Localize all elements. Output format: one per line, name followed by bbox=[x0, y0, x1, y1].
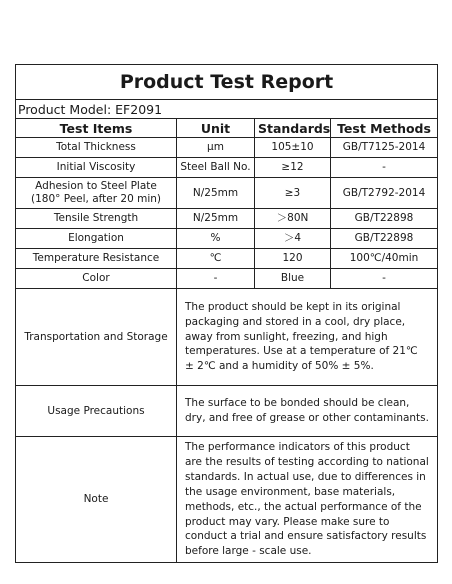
note-label-transport-storage: Transportation and Storage bbox=[16, 289, 177, 386]
note-text-note: The performance indicators of this product are the results of testing according to national standards. In actual use, due to differences in the usage environment, base materials, methods, etc., the actual performance of the product may vary. Please make sure to conduct a trial and ensure satisfactory results before large - scale use. bbox=[177, 437, 438, 563]
note-text-transport-storage: The product should be kept in its original packaging and stored in a cool, dry place, away from sunlight, freezing, and high temperatures. Use at a temperature of 21℃ ± 2℃ and a humidity of 50% ± 5%. bbox=[177, 289, 438, 386]
test-standard: Blue bbox=[255, 269, 331, 289]
note-text-usage-precautions: The surface to be bonded should be clean, dry, and free of grease or other contaminants. bbox=[177, 386, 438, 437]
test-item: Temperature Resistance bbox=[16, 249, 177, 269]
test-standard: ≥3 bbox=[255, 178, 331, 209]
test-method: GB/T7125-2014 bbox=[331, 138, 438, 158]
test-unit: ℃ bbox=[177, 249, 255, 269]
test-method: GB/T22898 bbox=[331, 229, 438, 249]
test-standard: 105±10 bbox=[255, 138, 331, 158]
header-test-items: Test Items bbox=[16, 119, 177, 138]
test-method: - bbox=[331, 269, 438, 289]
note-label-usage-precautions: Usage Precautions bbox=[16, 386, 177, 437]
test-item bbox=[16, 178, 177, 209]
table-row bbox=[16, 249, 438, 269]
test-item: Color bbox=[16, 269, 177, 289]
test-method: 100℃/40min bbox=[331, 249, 438, 269]
table-row bbox=[16, 178, 438, 209]
note-label-note: Note bbox=[16, 437, 177, 563]
test-item: Tensile Strength bbox=[16, 209, 177, 229]
note-row bbox=[16, 289, 438, 386]
test-standard: ＞4 bbox=[255, 229, 331, 249]
test-unit: μm bbox=[177, 138, 255, 158]
test-item: Total Thickness bbox=[16, 138, 177, 158]
table-row bbox=[16, 229, 438, 249]
table-row bbox=[16, 269, 438, 289]
table-row bbox=[16, 158, 438, 178]
header-unit: Unit bbox=[177, 119, 255, 138]
product-model: Product Model: EF2091 bbox=[16, 100, 438, 119]
header-test-methods: Test Methods bbox=[331, 119, 438, 138]
test-unit: Steel Ball No. bbox=[177, 158, 255, 178]
test-item-line: Adhesion to Steel Plate bbox=[35, 180, 157, 193]
header-standards: Standards bbox=[255, 119, 331, 138]
test-method: GB/T2792-2014 bbox=[331, 178, 438, 209]
test-standard: ＞80N bbox=[255, 209, 331, 229]
test-standard: 120 bbox=[255, 249, 331, 269]
test-item: Elongation bbox=[16, 229, 177, 249]
test-unit: N/25mm bbox=[177, 178, 255, 209]
table-row bbox=[16, 209, 438, 229]
test-item-line: (180° Peel, after 20 min) bbox=[31, 193, 161, 205]
test-report-table bbox=[15, 64, 438, 563]
note-row bbox=[16, 386, 438, 437]
test-item: Initial Viscosity bbox=[16, 158, 177, 178]
test-method: GB/T22898 bbox=[331, 209, 438, 229]
table-row bbox=[16, 138, 438, 158]
test-standard: ≥12 bbox=[255, 158, 331, 178]
report-title: Product Test Report bbox=[16, 65, 438, 100]
note-row bbox=[16, 437, 438, 563]
test-unit: - bbox=[177, 269, 255, 289]
test-unit: N/25mm bbox=[177, 209, 255, 229]
test-method: - bbox=[331, 158, 438, 178]
test-unit: % bbox=[177, 229, 255, 249]
